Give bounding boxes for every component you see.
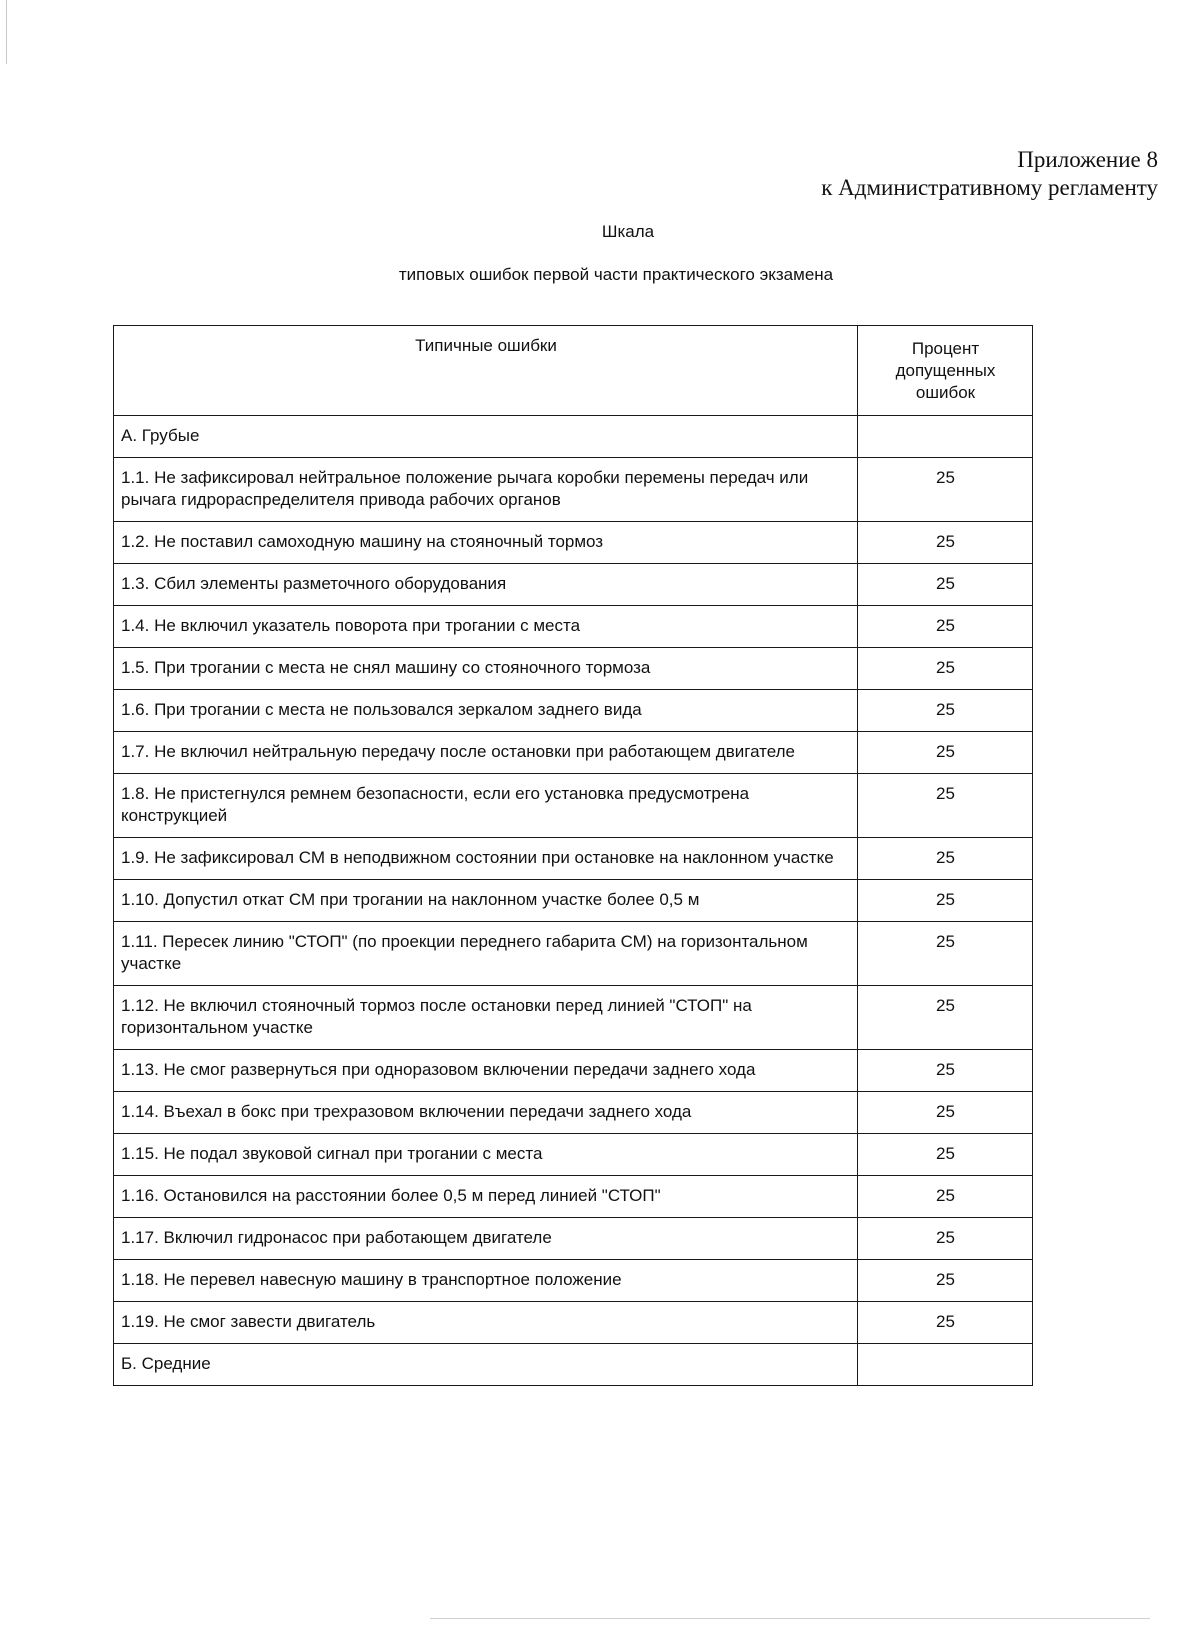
error-percent: 25 — [858, 774, 1033, 838]
appendix-line-2: к Административному регламенту — [821, 175, 1158, 200]
error-text: 1.14. Въехал в бокс при трехразовом включении передачи заднего хода — [114, 1092, 858, 1134]
error-percent: 25 — [858, 1176, 1033, 1218]
table-row — [114, 458, 1033, 522]
error-text: 1.19. Не смог завести двигатель — [114, 1302, 858, 1344]
error-percent: 25 — [858, 564, 1033, 606]
error-percent: 25 — [858, 1218, 1033, 1260]
table-row — [114, 1134, 1033, 1176]
error-percent: 25 — [858, 922, 1033, 986]
error-text: 1.13. Не смог развернуться при одноразовом включении передачи заднего хода — [114, 1050, 858, 1092]
error-text: 1.5. При трогании с места не снял машину со стояночного тормоза — [114, 648, 858, 690]
error-percent: 25 — [858, 1092, 1033, 1134]
error-text: 1.7. Не включил нейтральную передачу после остановки при работающем двигателе — [114, 732, 858, 774]
error-percent: 25 — [858, 1134, 1033, 1176]
error-percent: 25 — [858, 648, 1033, 690]
table-row — [114, 880, 1033, 922]
document-subtitle: типовых ошибок первой части практического экзамена — [398, 265, 834, 284]
section-a-empty-cell — [858, 416, 1033, 458]
section-b-label: Б. Средние — [114, 1344, 858, 1386]
error-text: 1.18. Не перевел навесную машину в транспортное положение — [114, 1260, 858, 1302]
appendix-line-1: Приложение 8 — [1017, 147, 1158, 172]
error-text: 1.3. Сбил элементы разметочного оборудования — [114, 564, 858, 606]
error-percent: 25 — [858, 606, 1033, 648]
section-row-a — [114, 416, 1033, 458]
section-row-b — [114, 1344, 1033, 1386]
error-text: 1.17. Включил гидронасос при работающем двигателе — [114, 1218, 858, 1260]
error-percent: 25 — [858, 458, 1033, 522]
table-header-row — [114, 326, 1033, 416]
table-row — [114, 1050, 1033, 1092]
table-row — [114, 838, 1033, 880]
table-row — [114, 1176, 1033, 1218]
table-row — [114, 522, 1033, 564]
error-text: 1.16. Остановился на расстоянии более 0,5 м перед линией "СТОП" — [114, 1176, 858, 1218]
error-text: 1.12. Не включил стояночный тормоз после остановки перед линией "СТОП" на горизонтальном участке — [114, 986, 858, 1050]
table-row — [114, 690, 1033, 732]
appendix-note — [821, 146, 1158, 202]
error-text: 1.4. Не включил указатель поворота при трогании с места — [114, 606, 858, 648]
error-percent: 25 — [858, 522, 1033, 564]
error-percent: 25 — [858, 1302, 1033, 1344]
error-text: 1.10. Допустил откат СМ при трогании на наклонном участке более 0,5 м — [114, 880, 858, 922]
document-title: Шкала — [601, 222, 655, 241]
scan-bottom-edge — [430, 1618, 1150, 1619]
table-row — [114, 564, 1033, 606]
error-text: 1.2. Не поставил самоходную машину на стояночный тормоз — [114, 522, 858, 564]
table-row — [114, 922, 1033, 986]
error-percent: 25 — [858, 880, 1033, 922]
table-row — [114, 1260, 1033, 1302]
table-row — [114, 1302, 1033, 1344]
error-text: 1.15. Не подал звуковой сигнал при трогании с места — [114, 1134, 858, 1176]
section-a-label: А. Грубые — [114, 416, 858, 458]
section-b-empty-cell — [858, 1344, 1033, 1386]
error-text: 1.1. Не зафиксировал нейтральное положение рычага коробки перемены передач или рычага гидрораспределителя привода рабочих органов — [114, 458, 858, 522]
errors-table — [113, 325, 1033, 1386]
error-percent: 25 — [858, 1260, 1033, 1302]
error-percent: 25 — [858, 732, 1033, 774]
error-percent: 25 — [858, 690, 1033, 732]
error-text: 1.11. Пересек линию "СТОП" (по проекции переднего габарита СМ) на горизонтальном участке — [114, 922, 858, 986]
error-text: 1.9. Не зафиксировал СМ в неподвижном состоянии при остановке на наклонном участке — [114, 838, 858, 880]
table-row — [114, 1092, 1033, 1134]
table-row — [114, 986, 1033, 1050]
error-percent: 25 — [858, 838, 1033, 880]
table-row — [114, 606, 1033, 648]
table-row — [114, 774, 1033, 838]
table-row — [114, 1218, 1033, 1260]
table-row — [114, 648, 1033, 690]
error-text: 1.6. При трогании с места не пользовался зеркалом заднего вида — [114, 690, 858, 732]
error-percent: 25 — [858, 1050, 1033, 1092]
error-text: 1.8. Не пристегнулся ремнем безопасности, если его установка предусмотрена конструкцией — [114, 774, 858, 838]
scan-page-edge — [6, 0, 7, 64]
header-percent: Процент допущенных ошибок — [858, 326, 1033, 416]
error-percent: 25 — [858, 986, 1033, 1050]
table-row — [114, 732, 1033, 774]
header-typical-errors: Типичные ошибки — [114, 326, 858, 416]
